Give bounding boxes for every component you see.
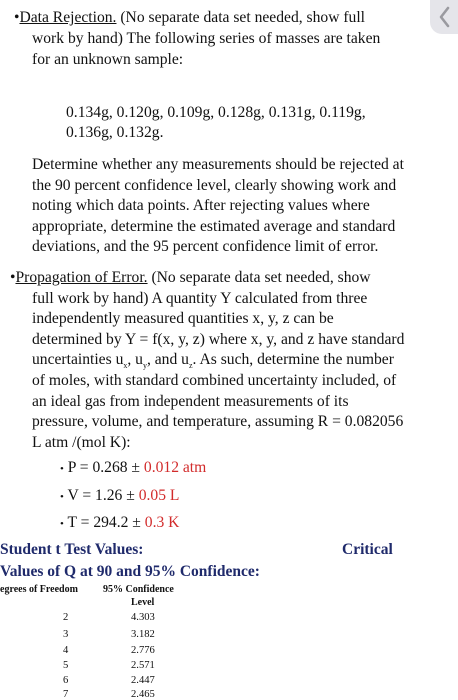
measurement-uncertainty: 0.3 K <box>144 514 180 531</box>
table-value: 2.571 <box>131 660 155 671</box>
bullet: • <box>60 463 64 475</box>
data-values-line: 0.134g, 0.120g, 0.109g, 0.128g, 0.131g, 0.119g, <box>66 104 366 121</box>
table-dof: 5 <box>63 660 69 671</box>
measurement-temperature <box>60 513 179 534</box>
text: uncertainties u <box>32 351 124 368</box>
section2-title-line <box>10 268 371 288</box>
measurement-label: V = 1.26 ± <box>67 487 139 504</box>
table-dof: 6 <box>63 675 69 686</box>
subscript: z <box>188 361 193 371</box>
text: , u <box>127 351 143 368</box>
bullet: • <box>10 269 16 286</box>
table-dof: 4 <box>63 645 69 656</box>
col-header-level: Level <box>131 597 155 608</box>
task-line: the 90 percent confidence level, clearly showing work and <box>32 177 397 194</box>
measurement-uncertainty: 0.012 atm <box>143 459 207 476</box>
table-value: 2.465 <box>131 689 155 700</box>
measurement-volume <box>60 486 179 507</box>
col-header-dof: egrees of Freedom <box>0 584 78 595</box>
task-line: noting which data points. After rejecting values where <box>32 197 370 214</box>
table-dof: 7 <box>63 689 69 700</box>
section2-line: pressure, volume, and temperature, assuming R = 0.082056 <box>32 413 404 430</box>
measurement-pressure <box>60 458 206 479</box>
table-dof: 2 <box>63 612 69 623</box>
task-line: appropriate, determine the estimated average and standard <box>32 218 396 235</box>
table-value: 2.776 <box>131 645 155 656</box>
section2-intro: (No separate data set needed, show <box>147 269 371 286</box>
table-value: 3.182 <box>131 629 155 640</box>
bullet: • <box>60 518 64 530</box>
section1-title-line <box>14 8 365 28</box>
t-test-title: Student t Test Values: <box>0 541 144 558</box>
task-line: deviations, and the 95 percent confidence limit of error. <box>32 238 379 255</box>
table-value: 2.447 <box>131 675 155 686</box>
critical-label: Critical <box>342 541 393 558</box>
q-values-title: Values of Q at 90 and 95% Confidence: <box>0 563 260 580</box>
measurement-uncertainty: 0.05 L <box>138 487 180 504</box>
text: , and u <box>146 351 189 368</box>
measurement-label: T = 294.2 ± <box>67 514 145 531</box>
measurement-label: P = 0.268 ± <box>67 459 144 476</box>
table-value: 4.303 <box>131 612 155 623</box>
text: . As such, determine the number <box>192 351 394 368</box>
section2-line: of moles, with standard combined uncertainty included, of <box>32 372 397 389</box>
table-dof: 3 <box>63 629 69 640</box>
section2-line: independently measured quantities x, y, z can be <box>32 310 334 327</box>
section2-line: full work by hand) A quantity Y calculated from three <box>32 290 368 307</box>
section2-heading: Propagation of Error. <box>15 269 148 286</box>
section1-intro: (No separate data set needed, show full <box>116 9 366 26</box>
section1-heading: Data Rejection. <box>19 9 117 26</box>
data-values-line: 0.136g, 0.132g. <box>66 124 164 141</box>
bullet: • <box>14 9 20 26</box>
section2-line: L atm /(mol K): <box>32 434 131 451</box>
subscript: y <box>142 361 147 371</box>
bullet: • <box>60 491 64 503</box>
back-tab[interactable] <box>430 0 458 34</box>
task-line: Determine whether any measurements should be rejected at <box>32 156 404 173</box>
subscript: x <box>123 361 128 371</box>
chevron-left-icon <box>438 6 450 28</box>
section1-intro-line: work by hand) The following series of masses are taken <box>32 30 381 47</box>
section2-line: an ideal gas from independent measurements of its <box>32 393 349 410</box>
col-header-confidence: 95% Confidence <box>103 584 174 595</box>
section1-intro-line: for an unknown sample: <box>32 51 184 68</box>
section2-line: determined by Y = f(x, y, z) where x, y, and z have standard <box>32 331 405 348</box>
